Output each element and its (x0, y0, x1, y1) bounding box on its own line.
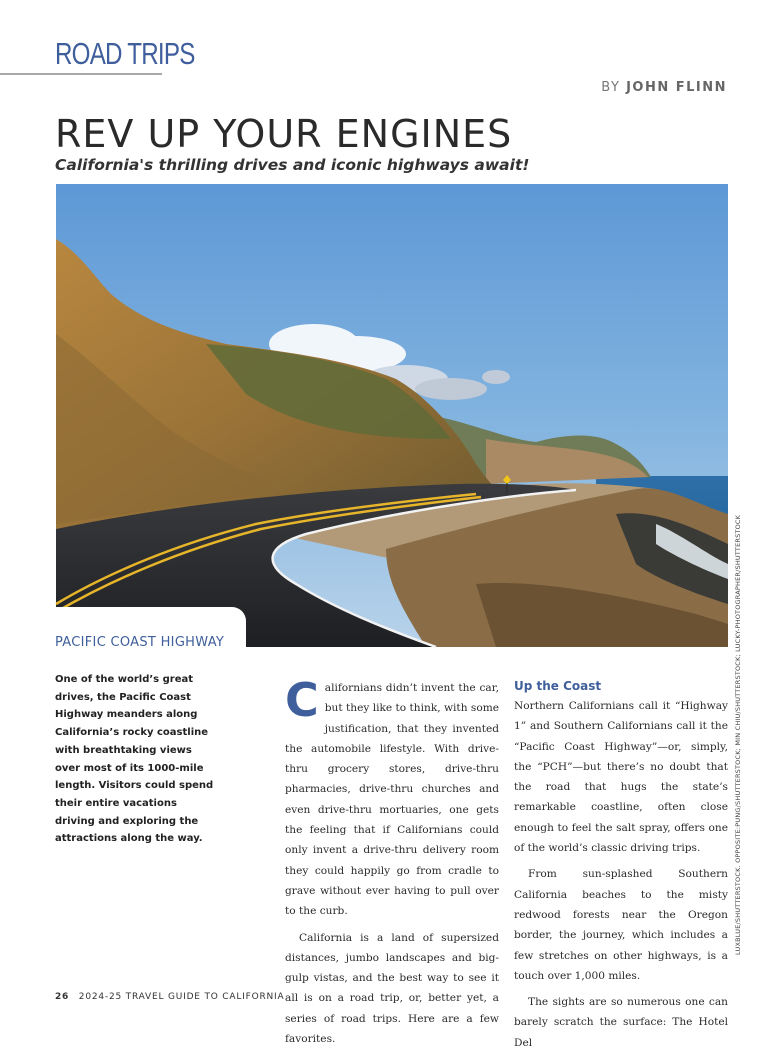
article-paragraph-1-text: alifornians didn’t invent the car, but they like to think, with some justification, that they invented the automobile lifestyle. With drive-thru grocery stores, drive-thru pharmacies, drive-thru churches and even drive-thru mortuaries, one gets the feeling that if Californians could only invent a drive-thru delivery room they could happily go from cradle to grave without ever having to pull over to the curb. (285, 682, 500, 918)
photo-credit-text: LUXBLUE/SHUTTERSTOCK. OPPOSITE:PUNG/SHUTTERSTOCK; MIN CHIU/SHUTTERSTOCK; LUCKY-PHOTOGRAPHER/SHUTTERSTOCK (734, 514, 742, 955)
section-tag: ROAD TRIPS (55, 36, 195, 71)
byline (601, 80, 727, 95)
article-paragraph-5: The sights are so numerous one can barely scratch the surface: The Hotel Del (514, 996, 728, 1049)
article-paragraph-4: From sun-splashed Southern California beaches to the misty redwood forests near the Oregon border, the journey, which includes a few stretches on other highways, is a touch over 1,000 miles. (514, 868, 728, 982)
article-intro-paragraph (285, 673, 500, 922)
byline-author: JOHN FLINN (626, 80, 727, 95)
sidebar-body: One of the world’s great drives, the Pacific Coast Highway meanders along California’s rocky coastline with breathtaking views over most of its 1000-mile length. Visitors could spend their entire vacations driving and exploring the attractions along the way. (55, 674, 214, 845)
section-divider (0, 73, 162, 75)
sidebar-title: PACIFIC COAST HIGHWAY (55, 635, 225, 650)
page-footer (55, 992, 284, 1002)
article-headline: REV UP YOUR ENGINES (55, 112, 513, 156)
article-paragraph-2: California is a land of supersized distances, jumbo landscapes and big-gulp vistas, and the best way to see it all is on a road trip, or, better yet, a series of road trips. Here are a few favorites. (285, 931, 499, 1046)
article-column-1 (285, 673, 500, 1049)
article-subhead: California's thrilling drives and iconic highways await! (55, 156, 530, 174)
hero-photo-coastal-highway (56, 184, 728, 647)
page-number: 26 (55, 992, 70, 1002)
publication-title: 2024-25 TRAVEL GUIDE TO CALIFORNIA (78, 992, 285, 1002)
byline-prefix: BY (601, 80, 621, 95)
article-column-2 (514, 678, 728, 1053)
article-paragraph-3: Northern Californians call it “Highway 1” and Southern Californians call it the “Pacific Coast Highway”—or, simply, the “PCH”—but there’s no doubt that the road that hugs the state’s remarkable coastline, often close enough to feel the salt spray, offers one of the world’s classic driving trips. (514, 700, 728, 855)
drop-cap: C (285, 673, 319, 727)
section-heading-up-the-coast: Up the Coast (514, 679, 602, 693)
